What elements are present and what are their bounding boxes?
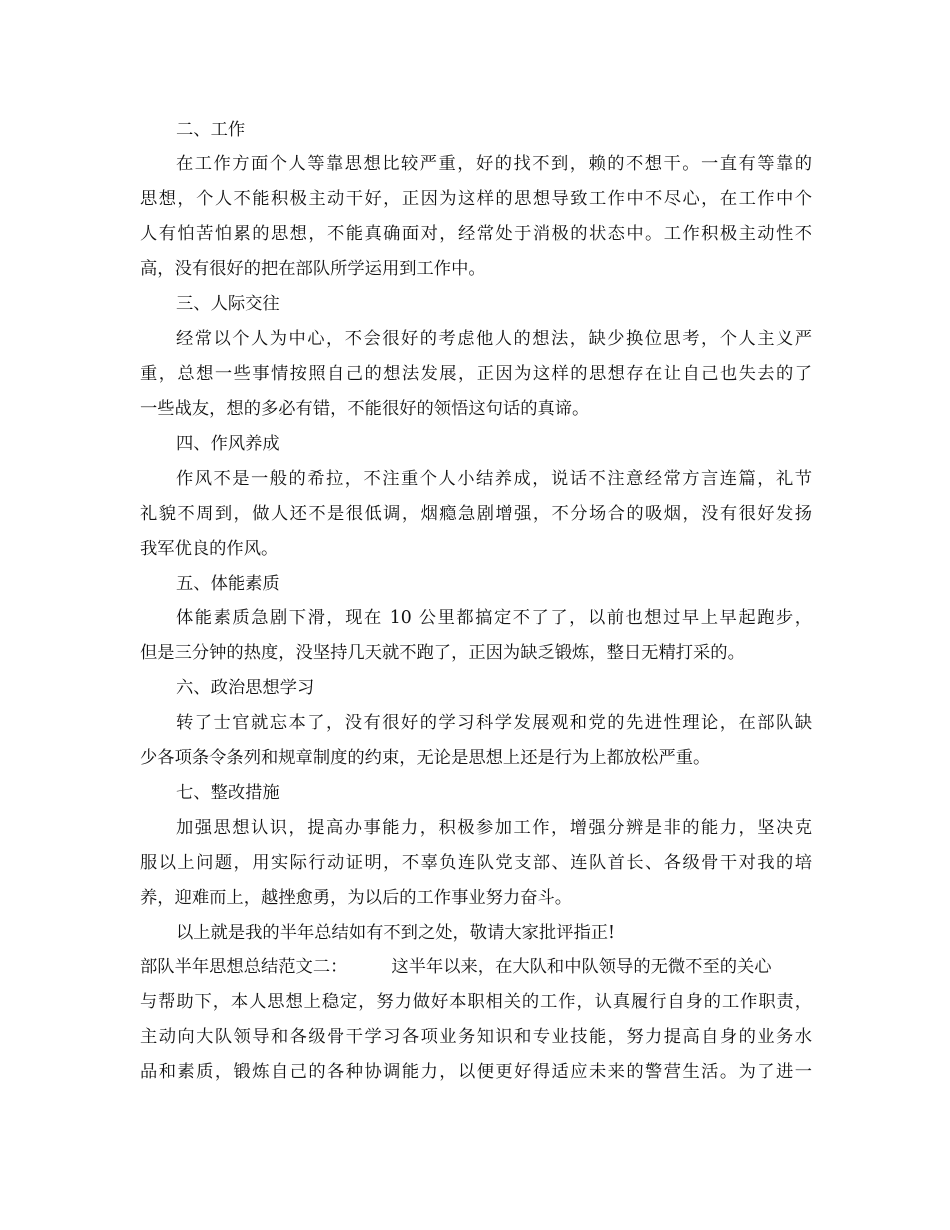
paragraph-line: 礼貌不周到，做人还不是很低调，烟瘾急剧增强，不分场合的吸烟，没有很好发扬	[140, 504, 812, 524]
second-article-first-line	[140, 956, 772, 978]
paragraph-line: 体能素质急剧下滑，现在 10 公里都搞定不了了，以前也想过早上早起跑步，	[176, 608, 812, 628]
paragraph-line: 主动向大队领导和各级骨干学习各项业务知识和专业技能，努力提高自身的业务水	[140, 1027, 812, 1047]
paragraph-line: 养，迎难而上，越挫愈勇，为以后的工作事业努力奋斗。	[140, 888, 573, 908]
section-heading: 六、政治思想学习	[176, 678, 315, 698]
paragraph-line: 但是三分钟的热度，没坚持几天就不跑了，正因为缺乏锻炼，整日无精打采的。	[140, 643, 745, 663]
section-heading: 二、工作	[176, 120, 246, 140]
section-heading: 三、人际交往	[176, 294, 280, 314]
paragraph-line: 在工作方面个人等靠思想比较严重，好的找不到，赖的不想干。一直有等靠的	[176, 154, 812, 174]
second-article-title: 部队半年思想总结范文二：	[140, 957, 348, 977]
paragraph-line: 思想，个人不能积极主动干好，正因为这样的思想导致工作中不尽心，在工作中个	[140, 189, 812, 209]
paragraph-line: 少各项条令条列和规章制度的约束，无论是思想上还是行为上都放松严重。	[140, 748, 711, 768]
paragraph-line: 作风不是一般的希拉，不注重个人小结养成，说话不注意经常方言连篇，礼节	[176, 469, 812, 489]
paragraph-line: 一些战友，想的多必有错，不能很好的领悟这句话的真谛。	[140, 399, 590, 419]
closing-line: 以上就是我的半年总结如有不到之处，敬请大家批评指正!	[176, 923, 615, 943]
paragraph-line: 品和素质，锻炼自己的各种协调能力，以便更好得适应未来的警营生活。为了进一	[140, 1062, 812, 1082]
paragraph-line: 这半年以来，在大队和中队领导的无微不至的关心	[391, 957, 772, 977]
paragraph-line: 经常以个人为中心，不会很好的考虑他人的想法，缺少换位思考，个人主义严	[176, 329, 812, 349]
section-heading: 七、整改措施	[176, 783, 280, 803]
paragraph-line: 重，总想一些事情按照自己的想法发展，正因为这样的思想存在让自己也失去的了	[140, 364, 812, 384]
paragraph-line: 我军优良的作风。	[140, 539, 279, 559]
section-heading: 四、作风养成	[176, 434, 280, 454]
paragraph-line: 与帮助下，本人思想上稳定，努力做好本职相关的工作，认真履行自身的工作职责，	[140, 992, 812, 1012]
paragraph-line: 人有怕苦怕累的思想，不能真确面对，经常处于消极的状态中。工作积极主动性不	[140, 224, 812, 244]
paragraph-line: 转了士官就忘本了，没有很好的学习科学发展观和党的先进性理论，在部队缺	[176, 713, 812, 733]
section-heading: 五、体能素质	[176, 574, 280, 594]
paragraph-line: 高，没有很好的把在部队所学运用到工作中。	[140, 259, 486, 279]
paragraph-line: 加强思想认识，提高办事能力，积极参加工作，增强分辨是非的能力，坚决克	[176, 818, 812, 838]
paragraph-line: 服以上问题，用实际行动证明，不辜负连队党支部、连队首长、各级骨干对我的培	[140, 853, 812, 873]
